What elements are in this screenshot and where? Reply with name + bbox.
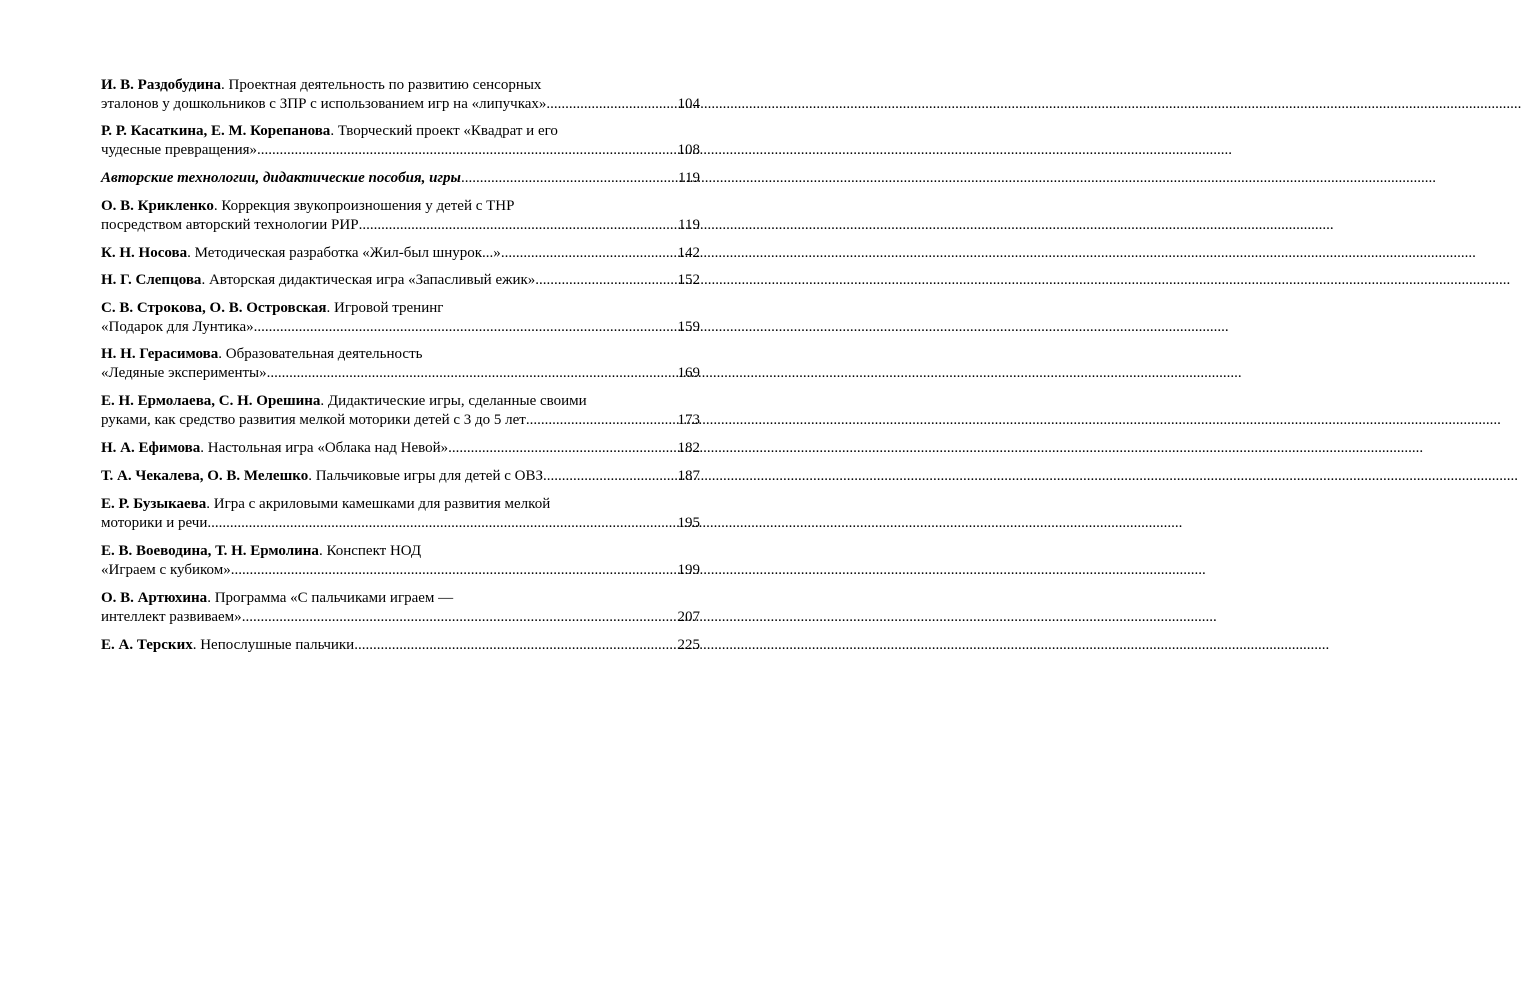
toc-entry-line — [101, 467, 700, 486]
entry-title: . Игра с акриловыми камешками для развития мелкой — [206, 496, 551, 512]
entry-text — [101, 561, 231, 580]
entry-text — [101, 514, 207, 533]
toc-entry-line — [101, 589, 700, 608]
entry-title: . Методическая разработка «Жил-был шнурок...» — [187, 245, 501, 261]
dot-leader — [242, 608, 676, 627]
page-number: 199 — [677, 562, 700, 578]
entry-title: эталонов у дошкольников с ЗПР с использованием игр на «липучках» — [101, 96, 547, 112]
entry-author: К. Н. Носова — [101, 245, 188, 261]
dot-leader — [535, 271, 675, 290]
toc-entry-line — [101, 392, 700, 411]
dot-leader — [448, 439, 675, 458]
toc-entry-line — [101, 542, 700, 561]
table-of-contents — [101, 76, 700, 655]
dot-leader — [254, 318, 676, 337]
entry-text — [101, 392, 587, 411]
toc-entry-line — [101, 411, 700, 430]
section-title: Авторские технологии, дидактические пособия, игры — [101, 170, 461, 186]
entry-title: . Образовательная деятельность — [218, 346, 423, 362]
entry-text — [101, 467, 543, 486]
entry-text — [101, 122, 558, 141]
toc-entry — [101, 589, 700, 627]
entry-title: . Непослушные пальчики — [192, 637, 355, 653]
toc-entry — [101, 197, 700, 235]
page-number: 142 — [677, 245, 700, 261]
entry-title: . Проектная деятельность по развитию сенсорных — [221, 77, 542, 93]
page-number: 119 — [678, 170, 700, 186]
page-number: 225 — [677, 637, 700, 653]
entry-title: . Настольная игра «Облака над Невой» — [200, 440, 449, 456]
entry-title: . Пальчиковые игры для детей с ОВЗ — [308, 468, 543, 484]
toc-entry-line — [101, 169, 700, 188]
entry-title: чудесные превращения» — [101, 142, 258, 158]
toc-entry — [101, 636, 700, 655]
entry-title: «Подарок для Лунтика» — [101, 319, 254, 335]
toc-entry-line — [101, 141, 700, 160]
dot-leader — [354, 636, 675, 655]
toc-entry — [101, 392, 700, 430]
entry-text — [101, 345, 422, 364]
toc-entry — [101, 467, 700, 486]
entry-author: О. В. Крикленко — [101, 198, 214, 214]
entry-text — [101, 364, 267, 383]
dot-leader — [257, 141, 675, 160]
dot-leader — [543, 467, 676, 486]
entry-text — [101, 271, 535, 290]
toc-entry — [101, 542, 700, 580]
toc-entry — [101, 439, 700, 458]
entry-title: . Творческий проект «Квадрат и его — [330, 123, 558, 139]
toc-entry — [101, 169, 700, 188]
entry-title: моторики и речи — [101, 515, 208, 531]
entry-title: . Программа «С пальчиками играем — — [207, 590, 454, 606]
toc-entry-line — [101, 364, 700, 383]
toc-entry — [101, 271, 700, 290]
entry-title: руками, как средство развития мелкой моторики детей с 3 до 5 лет — [101, 412, 526, 428]
entry-text — [101, 439, 448, 458]
page-number: 182 — [677, 440, 700, 456]
toc-entry-line — [101, 636, 700, 655]
entry-title: . Коррекция звукопроизношения у детей с ТНР — [213, 198, 515, 214]
entry-author: Е. Н. Ермолаева, С. Н. Орешина — [101, 393, 321, 409]
entry-text — [101, 76, 541, 95]
toc-entry-line — [101, 495, 700, 514]
entry-author: Н. Н. Герасимова — [101, 346, 219, 362]
page-number: 187 — [677, 468, 700, 484]
dot-leader — [461, 169, 676, 188]
entry-author: С. В. Строкова, О. В. Островская — [101, 300, 327, 316]
entry-text — [101, 495, 550, 514]
toc-entry-line — [101, 299, 700, 318]
entry-text — [101, 95, 546, 114]
entry-author: О. В. Артюхина — [101, 590, 208, 606]
toc-entry-line — [101, 271, 700, 290]
page-number: 152 — [677, 272, 700, 288]
toc-entry-line — [101, 439, 700, 458]
page-number: 207 — [677, 609, 700, 625]
toc-entry-line — [101, 561, 700, 580]
toc-entry-line — [101, 318, 700, 337]
entry-title: интеллект развиваем» — [101, 609, 242, 625]
entry-author: И. В. Раздобудина — [101, 77, 222, 93]
entry-text — [101, 299, 443, 318]
toc-entry-line — [101, 608, 700, 627]
toc-entry-line — [101, 216, 700, 235]
dot-leader — [501, 244, 676, 263]
page-number: 119 — [678, 217, 700, 233]
entry-author: Р. Р. Касаткина, Е. М. Корепанова — [101, 123, 331, 139]
toc-entry — [101, 76, 700, 114]
toc-entry — [101, 345, 700, 383]
entry-text — [101, 608, 242, 627]
page-number: 169 — [677, 365, 700, 381]
toc-entry-line — [101, 122, 700, 141]
page-number: 173 — [677, 412, 700, 428]
entry-title: посредством авторский технологии РИР — [101, 217, 359, 233]
entry-author: Е. А. Терских — [101, 637, 193, 653]
entry-author: Т. А. Чекалева, О. В. Мелешко — [101, 468, 309, 484]
toc-entry — [101, 299, 700, 337]
toc-entry-line — [101, 244, 700, 263]
dot-leader — [207, 514, 675, 533]
entry-text — [101, 216, 359, 235]
entry-title: . Игровой тренинг — [326, 300, 444, 316]
toc-entry — [101, 495, 700, 533]
entry-author: Е. Р. Бузыкаева — [101, 496, 207, 512]
toc-entry — [101, 122, 700, 160]
page-number: 159 — [677, 319, 700, 335]
entry-text — [101, 197, 514, 216]
entry-author: Е. В. Воеводина, Т. Н. Ермолина — [101, 543, 319, 559]
entry-text — [101, 636, 354, 655]
entry-title: «Ледяные эксперименты» — [101, 365, 267, 381]
entry-title: . Конспект НОД — [318, 543, 422, 559]
entry-text — [101, 411, 526, 430]
toc-entry — [101, 244, 700, 263]
toc-entry-line — [101, 514, 700, 533]
entry-title: . Дидактические игры, сделанные своими — [320, 393, 587, 409]
entry-text — [101, 589, 453, 608]
page-number: 104 — [677, 96, 700, 112]
toc-entry-line — [101, 345, 700, 364]
dot-leader — [231, 561, 676, 580]
entry-text — [101, 542, 421, 561]
dot-leader — [267, 364, 676, 383]
toc-entry-line — [101, 76, 700, 95]
dot-leader — [546, 95, 675, 114]
page-number: 195 — [677, 515, 700, 531]
entry-title: «Играем с кубиком» — [101, 562, 231, 578]
dot-leader — [526, 411, 676, 430]
entry-title: . Авторская дидактическая игра «Запасливый ежик» — [201, 272, 536, 288]
dot-leader — [359, 216, 676, 235]
entry-text — [101, 141, 257, 160]
entry-text — [101, 244, 501, 263]
entry-author: Н. Г. Слепцова — [101, 272, 202, 288]
entry-text — [101, 318, 254, 337]
page-number: 108 — [677, 142, 700, 158]
entry-author: Н. А. Ефимова — [101, 440, 201, 456]
toc-entry-line — [101, 197, 700, 216]
toc-entry-line — [101, 95, 700, 114]
